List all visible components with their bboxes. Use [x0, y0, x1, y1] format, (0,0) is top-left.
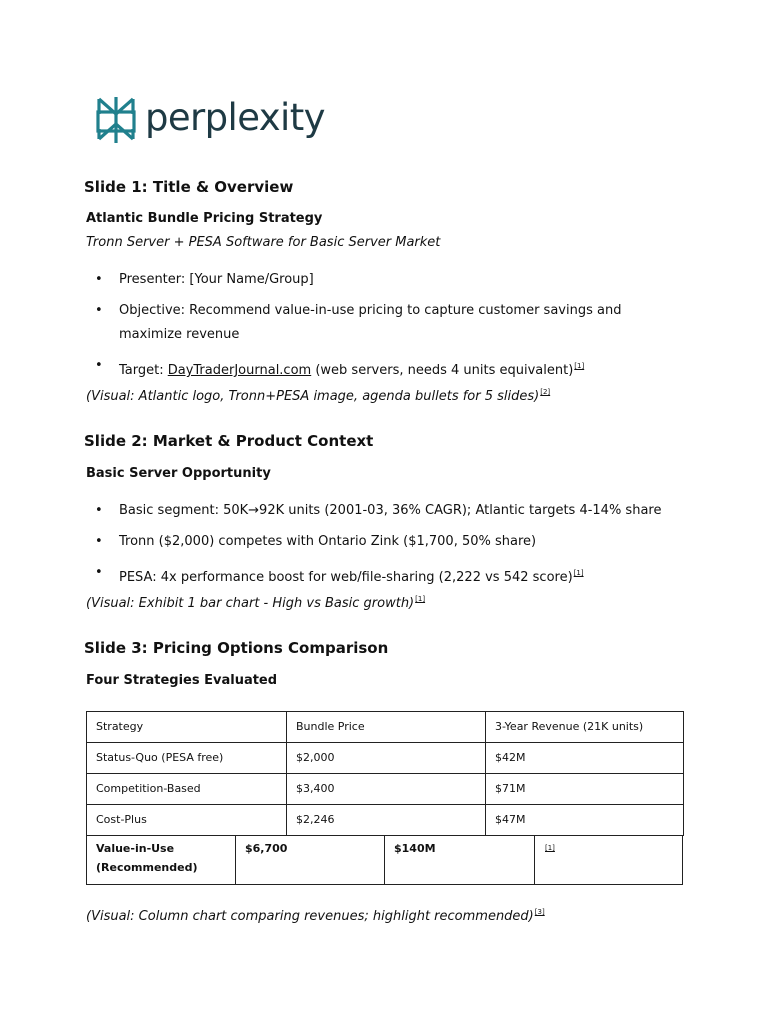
citation-link[interactable]: [2] — [540, 388, 551, 396]
slide1-visual-note: (Visual: Atlantic logo, Tronn+PESA image, agenda bullets for 5 slides)[2] — [86, 388, 551, 404]
table-row — [87, 805, 684, 836]
table-cell: $6,700 — [236, 835, 385, 884]
slide3-heading: Slide 3: Pricing Options Comparison — [84, 639, 389, 657]
slide2-visual-note: (Visual: Exhibit 1 bar chart - High vs Basic growth)[1] — [86, 595, 426, 611]
perplexity-logo — [95, 94, 325, 146]
table-cell: $2,000 — [287, 743, 486, 774]
table-cell: $140M — [385, 835, 535, 884]
list-item: • Target: DayTraderJournal.com (web servers, needs 4 units equivalent)[1] — [119, 354, 719, 383]
table-cell: $2,246 — [287, 805, 486, 836]
list-item: • Basic segment: 50K→92K units (2001-03, 36% CAGR); Atlantic targets 4-14% share — [119, 499, 739, 523]
table-cell: Value-in-Use (Recommended) — [87, 835, 236, 884]
perplexity-logo-icon — [95, 95, 137, 145]
table-cell: Status-Quo (PESA free) — [87, 743, 287, 774]
table-cell: Cost-Plus — [87, 805, 287, 836]
table-header-cell: Bundle Price — [287, 712, 486, 743]
table-cell — [535, 835, 682, 884]
slide2-heading: Slide 2: Market & Product Context — [84, 432, 374, 450]
daytraderjournal-link[interactable]: DayTraderJournal.com — [167, 363, 312, 378]
citation-link[interactable]: [1] — [573, 569, 584, 577]
slide1-bullet-list — [119, 268, 719, 383]
citation-link[interactable]: [1] — [574, 362, 585, 370]
citation-link[interactable]: [3] — [534, 908, 545, 916]
slide1-subtitle: Atlantic Bundle Pricing Strategy — [86, 211, 323, 226]
table-cell: $47M — [486, 805, 684, 836]
list-item: • Tronn ($2,000) competes with Ontario Zink ($1,700, 50% share) — [119, 530, 739, 554]
table-cell: Competition-Based — [87, 774, 287, 805]
table-header-cell: 3-Year Revenue (21K units) — [486, 712, 684, 743]
table-cell: $71M — [486, 774, 684, 805]
list-item: • Presenter: [Your Name/Group] — [119, 268, 719, 292]
table-header-cell: Strategy — [87, 712, 287, 743]
list-item: • Objective: Recommend value-in-use pricing to capture customer savings and maximize revenue — [119, 299, 719, 347]
pricing-table — [86, 711, 684, 836]
table-cell: $42M — [486, 743, 684, 774]
citation-link[interactable]: [1] — [415, 595, 426, 603]
slide2-bullet-list — [119, 499, 739, 590]
table-row — [87, 743, 684, 774]
table-header-row — [87, 712, 684, 743]
table-row — [87, 774, 684, 805]
logo-wordmark: perplexity — [145, 95, 325, 139]
table-cell: $3,400 — [287, 774, 486, 805]
slide3-visual-note: (Visual: Column chart comparing revenues; highlight recommended)[3] — [86, 908, 545, 924]
slide3-subtitle: Four Strategies Evaluated — [86, 673, 278, 688]
slide1-tagline: Tronn Server + PESA Software for Basic Server Market — [86, 235, 441, 250]
slide1-heading: Slide 1: Title & Overview — [84, 178, 294, 196]
slide2-subtitle: Basic Server Opportunity — [86, 466, 271, 481]
list-item: • PESA: 4x performance boost for web/file-sharing (2,222 vs 542 score)[1] — [119, 561, 739, 590]
citation-link[interactable]: [1] — [545, 844, 555, 852]
table-row-recommended — [86, 835, 683, 885]
